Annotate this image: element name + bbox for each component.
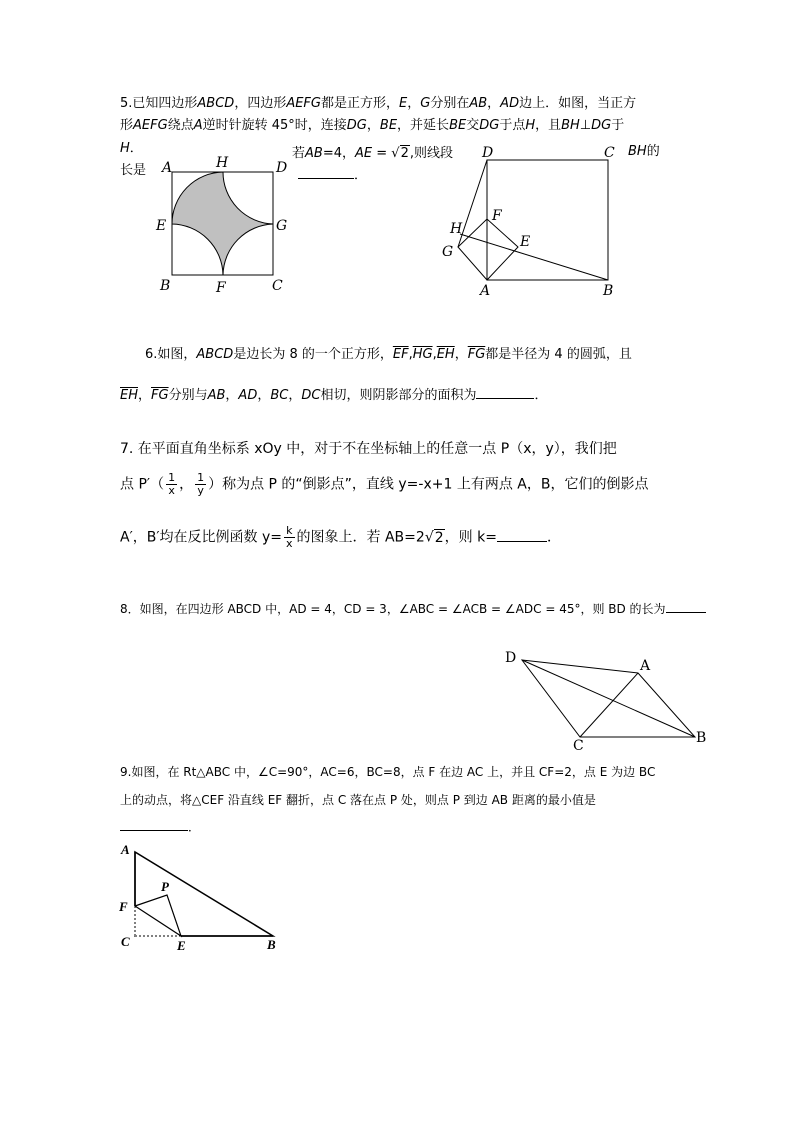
q9-folded-triangle — [135, 895, 181, 936]
q7-frac-1-over-x: $\frac{1}{x}$ — [168, 471, 176, 497]
q5-answer-blank: ． — [298, 164, 367, 184]
q5-label-G: G — [442, 244, 454, 260]
q6-line1: 6.如图，ABCD是边长为 8 的一个正方形，$\overline{EF},\overline{HG},\overline{EH}$，$\overline{FG}$都是半径为 4 的圆弧，且 — [145, 347, 632, 362]
q5-label-E: E — [520, 234, 531, 250]
q8-diagonal-AC — [580, 673, 638, 737]
q7-frac-1-over-y: $\frac{1}{y}$ — [197, 471, 205, 497]
q6-label-F: F — [216, 280, 226, 296]
q7-line2: 点 P′（ $\frac{1}{x}$ ， $\frac{1}{y}$ ）称为点 P 的“倒影点”，直线 y=-x+1 上有两点 A，B，它们的倒影点 — [120, 471, 649, 497]
q5-line3c: BH的 — [628, 144, 660, 159]
q8-text: 8．如图，在四边形 ABCD 中，AD = 4，CD = 3，∠ABC = ∠ACB = ∠ADC = 45°，则 BD 的长为 — [120, 600, 706, 617]
q5-square-ABCD — [487, 160, 608, 280]
q9-label-A: A — [121, 842, 130, 857]
q5-label-C: C — [604, 145, 615, 161]
q6-shaded-region — [172, 172, 273, 275]
q8-diagonal-BD — [522, 660, 695, 737]
q6-label-B: B — [160, 278, 171, 294]
q9-line3: ． — [120, 818, 200, 835]
q5-line3b: 若AB=4，AE = √2,则线段 — [292, 146, 453, 161]
q8-label-B: B — [696, 730, 707, 746]
q6-label-A: A — [162, 160, 173, 176]
q5-line2: 形AEFG绕点A逆时针旋转 45°时，连接DG，BE，并延长BE交DG于点H，且BH⊥DG于 — [120, 118, 625, 133]
q6-label-H: H — [216, 155, 229, 171]
q5-label-D: D — [482, 145, 494, 161]
q6-figure — [150, 150, 310, 300]
q8-label-D: D — [505, 650, 517, 666]
q9-line2: 上的动点，将△CEF 沿直线 EF 翻折，点 C 落在点 P 处，则点 P 到边 AB 距离的最小值是 — [120, 793, 596, 807]
q5-line4: 长是 — [120, 163, 147, 178]
q6-line2: $\overline{EH}$，$\overline{FG}$分别与AB，AD，BC，DC相切，则阴影部分的面积为 ． — [120, 384, 547, 404]
q9-label-B: B — [267, 937, 276, 952]
q6-label-C: C — [272, 278, 283, 294]
q5-line-BH — [460, 234, 608, 280]
q5-label-H: H — [450, 221, 463, 237]
q7-line1: 7. 在平面直角坐标系 xOy 中，对于不在坐标轴上的任意一点 P（x，y），我们把 — [120, 441, 617, 457]
q6-label-G: G — [276, 218, 288, 234]
q5-label-B: B — [603, 283, 614, 299]
q6-label-D: D — [276, 160, 288, 176]
q9-line1: 9.如图，在 Rt△ABC 中，∠C=90°，AC=6，BC=8，点 F 在边 AC 上，并且 CF=2，点 E 为边 BC — [120, 765, 656, 779]
q8-figure — [500, 645, 720, 755]
q6-label-E: E — [156, 218, 167, 234]
q5-line-DG — [458, 160, 487, 247]
q5-line3a: H． — [120, 141, 143, 156]
q9-figure — [115, 838, 290, 958]
q9-triangle-ABC — [135, 852, 273, 936]
q9-label-E: E — [177, 938, 186, 953]
q9-label-P: P — [161, 879, 169, 894]
q8-label-A: A — [640, 658, 651, 674]
q5-label-F: F — [492, 208, 502, 224]
q7-frac-k-over-x: $\frac{k}{x}$ — [286, 524, 293, 550]
q5-label-A: A — [480, 283, 491, 299]
q7-line3: A′，B′均在反比例函数 y= $\frac{k}{x}$ 的图象上．若 AB=2√2，则 k= ． — [120, 524, 561, 550]
q9-label-C: C — [121, 934, 130, 949]
q5-line1: 5.已知四边形ABCD，四边形AEFG都是正方形，E，G分别在AB，AD边上．如图，当正方 — [120, 96, 637, 111]
q8-label-C: C — [573, 738, 584, 754]
q9-label-F: F — [119, 899, 128, 914]
q5-figure — [440, 140, 630, 300]
